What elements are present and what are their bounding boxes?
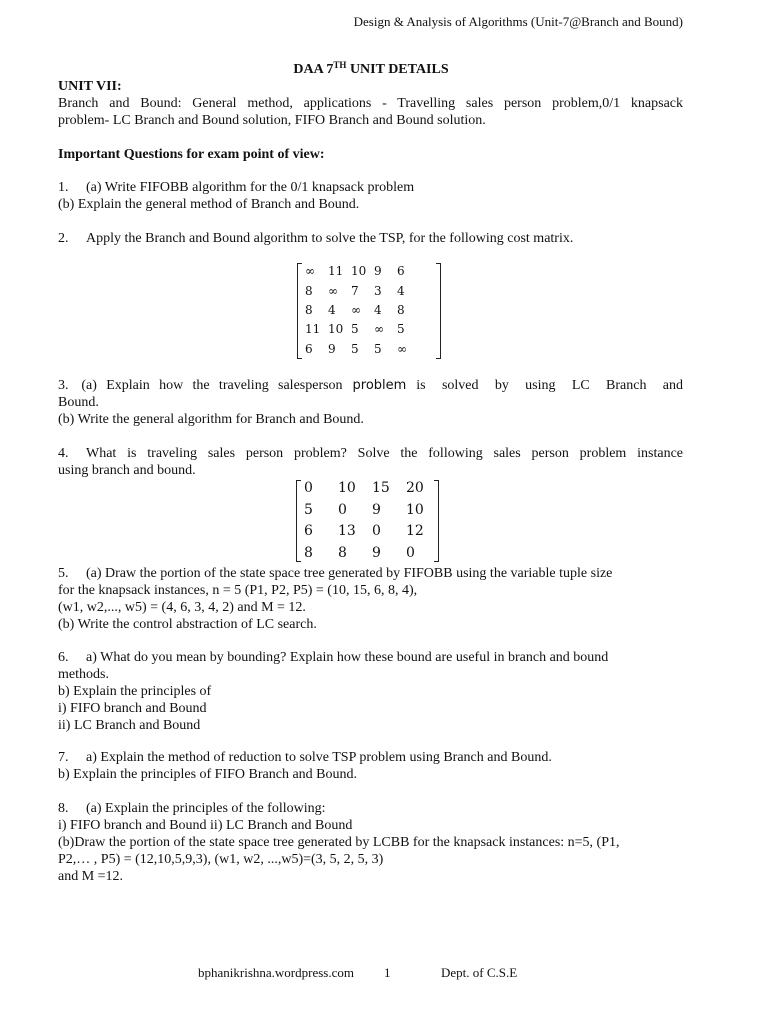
question-6a: a) What do you mean by bounding? Explain how these bound are useful in branch and bound — [86, 650, 609, 665]
question-number: 2. — [58, 231, 69, 246]
footer-page-number: 1 — [384, 965, 391, 980]
matrix-cell: 0 — [338, 501, 347, 518]
question-number: 6. — [58, 650, 69, 665]
title-superscript: TH — [333, 60, 347, 70]
question-2-text: Apply the Branch and Bound algorithm to solve the TSP, for the following cost matrix. — [86, 231, 574, 246]
matrix-cell: 9 — [372, 545, 381, 562]
question-5a-line-2: for the knapsack instances, n = 5 (P1, P2, P5) = (10, 15, 6, 8, 4), — [58, 583, 418, 598]
matrix-cell: 7 — [351, 283, 359, 298]
matrix-cell: 6 — [305, 341, 313, 356]
question-5b: (b) Write the control abstraction of LC search. — [58, 617, 317, 632]
running-header: Design & Analysis of Algorithms (Unit-7@Branch and Bound) — [353, 14, 683, 29]
question-8a-line-2: i) FIFO branch and Bound ii) LC Branch and Bound — [58, 818, 353, 833]
matrix-cell: 6 — [304, 523, 313, 540]
question-6b-i: i) FIFO branch and Bound — [58, 701, 207, 716]
question-8b-line-2: P2,… , P5) = (12,10,5,9,3), (w1, w2, ...,w5)=(3, 5, 2, 5, 3) — [58, 852, 384, 867]
question-3b: (b) Write the general algorithm for Branch and Bound. — [58, 412, 364, 427]
unit-description-line-1: Branch and Bound: General method, applications - Travelling sales person problem,0/1 knapsack — [58, 96, 683, 111]
matrix-cell: 15 — [372, 480, 390, 497]
matrix-cell: 8 — [305, 283, 313, 298]
matrix-1-right-bracket — [436, 263, 441, 359]
matrix-cell: 5 — [397, 322, 405, 337]
matrix-row — [304, 500, 440, 522]
unit-description — [58, 95, 683, 129]
matrix-cell: 8 — [304, 545, 313, 562]
matrix-cell: 8 — [397, 302, 405, 317]
matrix-cell: 10 — [338, 480, 356, 497]
question-number: 4. — [58, 446, 69, 461]
matrix-row — [304, 543, 440, 565]
question-7b: b) Explain the principles of FIFO Branch and Bound. — [58, 767, 358, 782]
matrix-cell: 0 — [304, 480, 313, 497]
matrix-row — [305, 320, 420, 339]
question-4-line-2: using branch and bound. — [58, 463, 196, 478]
matrix-cell: 12 — [406, 523, 424, 540]
question-3a-continued: Bound. — [58, 395, 99, 410]
matrix-row — [305, 262, 420, 281]
question-6 — [58, 649, 683, 734]
matrix-cell: 20 — [406, 480, 424, 497]
question-6a-line-2: methods. — [58, 667, 109, 682]
question-number: 5. — [58, 566, 69, 581]
unit-description-line-2: problem- LC Branch and Bound solution, FIFO Branch and Bound solution. — [58, 113, 486, 128]
matrix-cell: ∞ — [397, 341, 407, 356]
question-number: 1. — [58, 180, 69, 195]
matrix-cell: ∞ — [305, 264, 315, 279]
question-8b-line-3: and M =12. — [58, 869, 124, 884]
question-3 — [58, 377, 683, 428]
question-6b-ii: ii) LC Branch and Bound — [58, 718, 201, 733]
question-1b: (b) Explain the general method of Branch and Bound. — [58, 197, 360, 212]
question-8 — [58, 800, 683, 885]
question-number: 8. — [58, 801, 69, 816]
matrix-cell: 13 — [338, 523, 356, 540]
question-7a: a) Explain the method of reduction to solve TSP problem using Branch and Bound. — [86, 750, 552, 765]
question-5 — [58, 565, 683, 633]
matrix-cell: 5 — [374, 341, 382, 356]
matrix-cell: 0 — [406, 545, 415, 562]
matrix-cell: 10 — [351, 264, 367, 279]
matrix-cell: 10 — [406, 501, 424, 518]
question-8a: (a) Explain the principles of the following: — [86, 801, 326, 816]
question-1 — [58, 179, 683, 213]
matrix-cell: ∞ — [374, 322, 384, 337]
matrix-row — [304, 521, 440, 543]
question-4 — [58, 445, 683, 479]
matrix-row — [305, 281, 420, 300]
matrix-2-left-bracket — [296, 480, 301, 562]
question-5a: (a) Draw the portion of the state space tree generated by FIFOBB using the variable tuple size — [86, 566, 613, 581]
matrix-cell: 9 — [372, 501, 381, 518]
question-4-line-1 — [58, 445, 683, 462]
footer-dept: Dept. of C.S.E — [441, 965, 518, 980]
matrix-row — [305, 301, 420, 320]
question-2 — [58, 230, 683, 247]
question-3a-text-end: is solved by using LC Branch and — [416, 378, 684, 393]
question-number: 7. — [58, 750, 69, 765]
questions-heading: Important Questions for exam point of view: — [58, 147, 325, 162]
matrix-cell: 9 — [374, 264, 382, 279]
matrix-cell: 6 — [397, 264, 405, 279]
title-text: DAA 7 — [293, 62, 334, 77]
question-8b: (b)Draw the portion of the state space tree generated by LCBB for the knapsack instances: n=5, (P1, — [58, 835, 620, 850]
question-3a-problem: problem — [342, 378, 417, 393]
matrix-cell: ∞ — [328, 283, 338, 298]
title-rest: UNIT DETAILS — [346, 62, 449, 77]
matrix-cell: 10 — [328, 322, 344, 337]
matrix-cell: 4 — [328, 302, 336, 317]
matrix-cell: 8 — [305, 302, 313, 317]
page-title — [0, 61, 742, 78]
cost-matrix-2 — [304, 478, 440, 564]
matrix-cell: 9 — [328, 341, 336, 356]
question-7 — [58, 749, 683, 783]
matrix-cell: 4 — [397, 283, 405, 298]
matrix-cell: 11 — [328, 264, 344, 279]
matrix-cell: ∞ — [351, 302, 361, 317]
matrix-1-left-bracket — [297, 263, 302, 359]
matrix-row — [304, 478, 440, 500]
matrix-cell: 4 — [374, 302, 382, 317]
unit-heading: UNIT VII: — [58, 79, 122, 94]
matrix-cell: 5 — [351, 341, 359, 356]
question-1a: (a) Write FIFOBB algorithm for the 0/1 knapsack problem — [86, 180, 415, 195]
matrix-cell: 5 — [304, 501, 313, 518]
question-3a-text: (a) Explain how the traveling salesperson — [81, 378, 343, 393]
matrix-cell: 0 — [372, 523, 381, 540]
matrix-row — [305, 340, 420, 359]
cost-matrix-1 — [305, 262, 420, 359]
question-4-text: What is traveling sales person problem? Solve the following sales person problem instance — [86, 446, 683, 461]
matrix-cell: 8 — [338, 545, 347, 562]
question-6b: b) Explain the principles of — [58, 684, 212, 699]
question-number: 3. — [58, 378, 69, 393]
question-5a-line-3: (w1, w2,..., w5) = (4, 6, 3, 4, 2) and M = 12. — [58, 600, 306, 615]
matrix-cell: 5 — [351, 322, 359, 337]
matrix-cell: 11 — [305, 322, 321, 337]
matrix-cell: 3 — [374, 283, 382, 298]
question-3a — [58, 377, 683, 394]
footer-site: bphanikrishna.wordpress.com — [198, 965, 354, 980]
